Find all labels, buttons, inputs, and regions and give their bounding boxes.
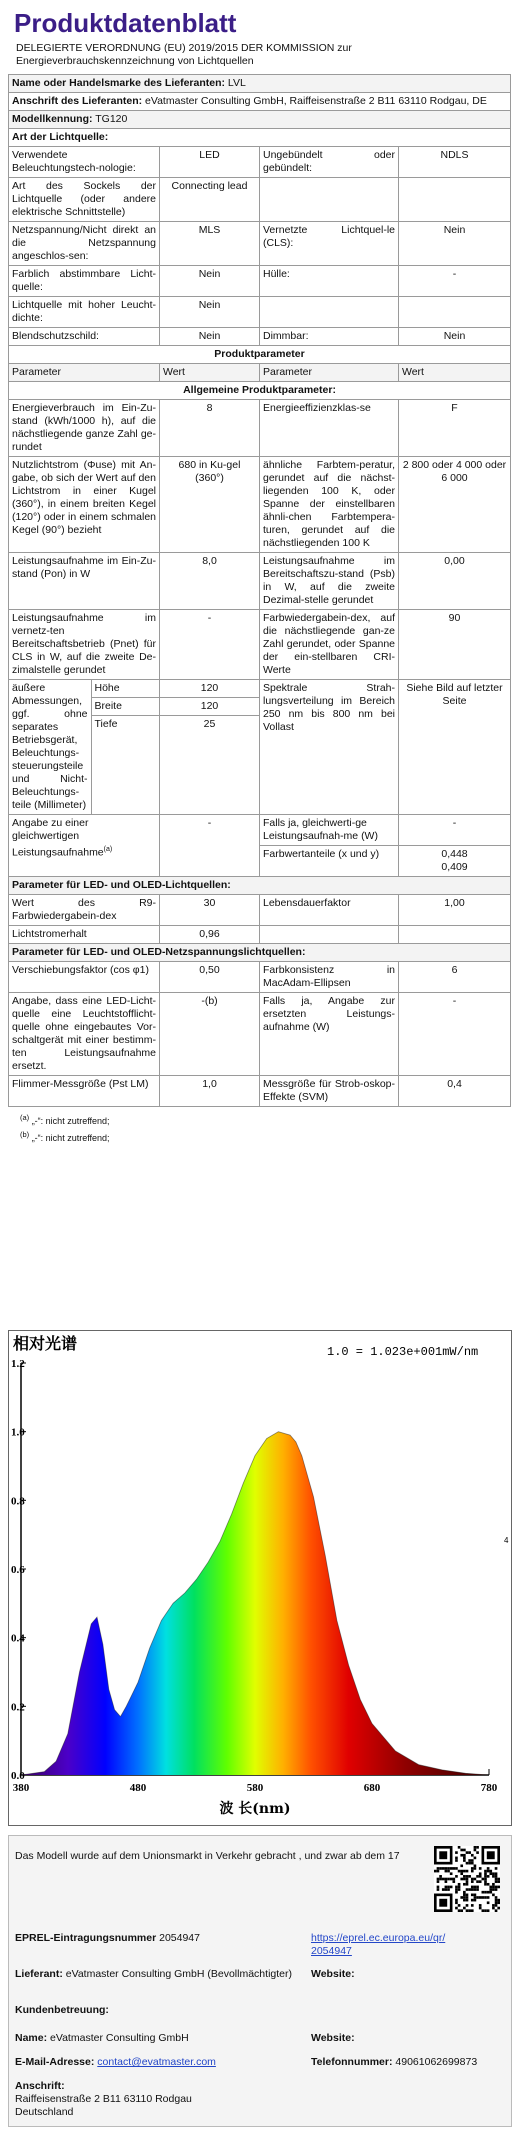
- general-row-l2: Leistungsaufnahme im Bereitschaftszu-stand (Psb) in W, auf die zweite Dezimal-stelle gerundet: [260, 553, 399, 610]
- x-tick-label: 480: [129, 1782, 147, 1794]
- brand-label: Name oder Handelsmarke des Lieferanten:: [12, 77, 225, 89]
- dimensions-label: äußere Abmessungen, ggf. ohne separates Betriebsgerät, Beleuchtungs-steuerungsteile und Nicht-Beleuchtungs-teile (Millimeter): [9, 680, 91, 814]
- model-label: Modellkennung:: [12, 113, 93, 125]
- chromaticity-y: 0,409: [441, 861, 468, 873]
- equivalent-label: Angabe zu einer gleichwertigen Leistungsaufnahme: [12, 817, 104, 859]
- qr-code-icon[interactable]: [434, 1846, 500, 1912]
- footnote-b-mark: (b): [20, 1130, 30, 1139]
- dim-width-label: Breite: [92, 698, 160, 716]
- support-phone-label: Telefonnummer:: [311, 2056, 393, 2068]
- type-row-l1: Netzspannung/Nicht direkt an die Netzspannung angeschlos-sen:: [9, 222, 160, 266]
- support-address-line2: Deutschland: [15, 2106, 74, 2118]
- general-row-l1: Leistungsaufnahme im vernetz-ten Bereitschaftsbetrieb (Pnet) für CLS in W, auf die zweite De-zimalstelle gerundet: [9, 610, 160, 680]
- mains-heading: Parameter für LED- und OLED-Netzspannungslichtquellen:: [9, 944, 511, 962]
- type-row-v2: Nein: [399, 328, 511, 346]
- support-website-label: Website:: [311, 2032, 355, 2044]
- footnote-b: [20, 1128, 510, 1145]
- supplier-table: [8, 74, 511, 1107]
- col-param-1: Parameter: [9, 364, 160, 382]
- general-row: [9, 610, 511, 680]
- type-row-v1: Nein: [160, 297, 260, 328]
- type-rows: [9, 147, 511, 346]
- general-heading: Allgemeine Produktparameter:: [9, 382, 511, 400]
- equivalent-label-cell: [9, 815, 160, 877]
- market-intro: Das Modell wurde auf dem Unionsmarkt in Verkehr gebracht , und zwar ab dem 17: [15, 1850, 400, 1862]
- spectrum-svg: [9, 1331, 511, 1825]
- mains-row: [9, 993, 511, 1076]
- params-heading: Produktparameter: [9, 346, 511, 364]
- type-row: [9, 297, 511, 328]
- col-value-1: Wert: [160, 364, 260, 382]
- type-row: [9, 266, 511, 297]
- spectrum-chart: [8, 1330, 512, 1826]
- led-row-v2: [399, 926, 511, 944]
- mains-row-v1: 0,50: [160, 962, 260, 993]
- support-address-label: Anschrift:: [15, 2080, 65, 2092]
- x-tick-label: 380: [12, 1782, 30, 1794]
- support-phone-row: [311, 2056, 477, 2069]
- type-row-l2: [260, 297, 399, 328]
- y-tick-label: 0.0: [11, 1770, 25, 1782]
- chromaticity-value: [399, 846, 511, 877]
- type-row-v1: MLS: [160, 222, 260, 266]
- type-row-l1: Lichtquelle mit hoher Leucht-dichte:: [9, 297, 160, 328]
- address-value: eVatmaster Consulting GmbH, Raiffeisenstraße 2 B11 63110 Rodgau, DE: [145, 95, 487, 107]
- dim-height-label: Höhe: [92, 680, 160, 698]
- mains-row-v2: -: [399, 993, 511, 1076]
- type-row-v2: Nein: [399, 222, 511, 266]
- address-row: [9, 93, 511, 111]
- type-row: [9, 147, 511, 178]
- type-row-l2: Ungebündelt oder gebündelt:: [260, 147, 399, 178]
- led-row-l2: Lebensdauerfaktor: [260, 895, 399, 926]
- y-tick-label: 1.2: [11, 1358, 25, 1370]
- type-row-l2: Vernetzte Lichtquel-le (CLS):: [260, 222, 399, 266]
- led-row-l2: [260, 926, 399, 944]
- general-row-v2: 0,00: [399, 553, 511, 610]
- y-tick-label: 1.0: [11, 1426, 25, 1439]
- website-label: Website:: [311, 1968, 355, 1980]
- type-row-v1: Nein: [160, 328, 260, 346]
- chart-title: 相对光谱: [13, 1334, 78, 1353]
- mains-row-l2: Farbkonsistenz in MacAdam-Ellipsen: [260, 962, 399, 993]
- eprel-reg-value: 2054947: [159, 1932, 200, 1944]
- support-email-row: [15, 2056, 216, 2069]
- x-tick-label: 780: [480, 1782, 498, 1794]
- general-row: [9, 553, 511, 610]
- type-row-l1: Blendschutzschild:: [9, 328, 160, 346]
- dim-width-value: 120: [160, 698, 259, 716]
- mains-row-v1: 1,0: [160, 1076, 260, 1107]
- general-row: [9, 400, 511, 457]
- general-row-v2: F: [399, 400, 511, 457]
- led-row-v1: 0,96: [160, 926, 260, 944]
- type-row-v2: [399, 297, 511, 328]
- type-row-l2: [260, 178, 399, 222]
- type-row: [9, 222, 511, 266]
- eprel-section: [8, 1835, 512, 2127]
- y-tick-label: 0.6: [11, 1564, 25, 1576]
- support-address: [15, 2080, 192, 2119]
- mains-rows: [9, 962, 511, 1107]
- general-row-v1: 8: [160, 400, 260, 457]
- y-tick-label: 0.4: [11, 1632, 25, 1645]
- regulation-subtitle: DELEGIERTE VERORDNUNG (EU) 2019/2015 DER KOMMISSION zur Energieverbrauchskennzeichnung von Lichtquellen: [16, 42, 352, 67]
- led-heading: Parameter für LED- und OLED-Lichtquellen:: [9, 877, 511, 895]
- general-row-l2: Energieeffizienzklas-se: [260, 400, 399, 457]
- type-row-v2: [399, 178, 511, 222]
- model-value: TG120: [95, 113, 128, 125]
- led-row-v2: 1,00: [399, 895, 511, 926]
- type-row-l1: Verwendete Beleuchtungstech-nologie:: [9, 147, 160, 178]
- supplier-row: [15, 1968, 305, 1981]
- led-row: [9, 895, 511, 926]
- type-row-v1: Nein: [160, 266, 260, 297]
- footnote-a: [20, 1111, 510, 1128]
- general-row-l1: Energieverbrauch im Ein-Zu-stand (kWh/1000 h), auf die nächstliegende ganze Zahl ge-rundet: [9, 400, 160, 457]
- general-row-v1: 680 in Ku-gel (360°): [160, 457, 260, 553]
- spectrum-area: [21, 1432, 489, 1775]
- col-param-2: Parameter: [260, 364, 399, 382]
- type-row-l2: Hülle:: [260, 266, 399, 297]
- mains-row-l1: Flimmer-Messgröße (Pst LM): [9, 1076, 160, 1107]
- dimensions-cell: [9, 680, 160, 815]
- eprel-link[interactable]: https://eprel.ec.europa.eu/qr/2054947: [311, 1932, 446, 1957]
- mains-row-v1: -(b): [160, 993, 260, 1076]
- general-row-l2: ähnliche Farbtem-peratur, gerundet auf die nächst-liegenden 100 K, oder Spanne der einstellbaren ähnli-chen Farbtempera-turen, gerundet auf die nächstliegenden 100 K: [260, 457, 399, 553]
- support-email-label: E-Mail-Adresse:: [15, 2056, 95, 2068]
- chromaticity-label: Farbwertanteile (x und y): [260, 846, 399, 877]
- chart-scale-note: 1.0 = 1.023e+001mW/nm: [327, 1345, 479, 1359]
- type-row-l2: Dimmbar:: [260, 328, 399, 346]
- footnote-a-mark: (a): [20, 1113, 30, 1122]
- led-row: [9, 926, 511, 944]
- led-row-v1: 30: [160, 895, 260, 926]
- mains-row-v2: 0,4: [399, 1076, 511, 1107]
- eprel-reg-row: [15, 1932, 200, 1945]
- spectral-value: Siehe Bild auf letzter Seite: [399, 680, 511, 815]
- equivalent-value: -: [160, 815, 260, 877]
- general-row: [9, 457, 511, 553]
- general-row-l2: Farbwiedergabein-dex, auf die nächstliegende gan-ze Zahl gerundet, oder Spanne der ein-stellbaren CRI-Werte: [260, 610, 399, 680]
- brand-value: LVL: [227, 77, 246, 89]
- chromaticity-x: 0,448: [441, 848, 468, 860]
- general-row-v1: -: [160, 610, 260, 680]
- support-phone-value: 49061062699873: [395, 2056, 478, 2068]
- led-rows: [9, 895, 511, 944]
- col-value-2: Wert: [399, 364, 511, 382]
- x-tick-label: 580: [246, 1782, 264, 1794]
- mains-row: [9, 1076, 511, 1107]
- x-axis-title: 波 长(nm): [219, 1801, 291, 1817]
- mains-row-v2: 6: [399, 962, 511, 993]
- general-row-v2: 2 800 oder 4 000 oder 6 000: [399, 457, 511, 553]
- type-row-v2: NDLS: [399, 147, 511, 178]
- eprel-supplier-label: Lieferant:: [15, 1968, 63, 1980]
- general-rows: [9, 400, 511, 680]
- brand-row: [9, 75, 511, 93]
- equivalent-power-value: -: [399, 815, 511, 846]
- type-row-v1: LED: [160, 147, 260, 178]
- led-row-l1: Lichtstromerhalt: [9, 926, 160, 944]
- page-title: Produktdatenblatt: [14, 8, 237, 38]
- datasheet: [8, 4, 510, 1145]
- support-address-line1: Raiffeisenstraße 2 B11 63110 Rodgau: [15, 2093, 192, 2105]
- support-name-value: eVatmaster Consulting GmbH: [50, 2032, 189, 2044]
- address-label: Anschrift des Lieferanten:: [12, 95, 143, 107]
- footnote-b-text: „-“: nicht zutreffend;: [31, 1133, 110, 1143]
- type-row: [9, 178, 511, 222]
- spectral-label: Spektrale Strah-lungsverteilung im Bereich 250 nm bis 800 nm bei Vollast: [260, 680, 399, 815]
- dim-depth-value: 25: [203, 718, 216, 730]
- y-tick-label: 0.8: [11, 1495, 25, 1508]
- type-heading: Art der Lichtquelle:: [9, 129, 511, 147]
- support-name-label: Name:: [15, 2032, 48, 2044]
- mains-row-l2: Messgröße für Strob-oskop-Effekte (SVM): [260, 1076, 399, 1107]
- type-row-l1: Art des Sockels der Lichtquelle (oder andere elektrische Schnittstelle): [9, 178, 160, 222]
- support-name-row: [15, 2032, 189, 2045]
- type-row-v2: -: [399, 266, 511, 297]
- eprel-supplier-value: eVatmaster Consulting GmbH (Bevollmächtigter): [65, 1968, 292, 1980]
- equivalent-power-label: Falls ja, gleichwerti-ge Leistungsaufnah-me (W): [260, 815, 399, 846]
- support-email-link[interactable]: contact@evatmaster.com: [97, 2056, 216, 2068]
- mains-row: [9, 962, 511, 993]
- support-heading: Kundenbetreuung:: [15, 2004, 109, 2016]
- type-row: [9, 328, 511, 346]
- led-row-l1: Wert des R9-Farbwiedergabein-dex: [9, 895, 160, 926]
- type-row-l1: Farblich abstimmbare Licht-quelle:: [9, 266, 160, 297]
- mains-row-l1: Angabe, dass eine LED-Licht-quelle eine Leuchtstofflicht-quelle ohne eingebautes Vor-schaltgerät mit einer bestimm-ten Leistungsaufnahme ersetzt.: [9, 993, 160, 1076]
- dim-height-value: 120: [160, 680, 259, 698]
- general-row-v1: 8,0: [160, 553, 260, 610]
- mains-row-l1: Verschiebungsfaktor (cos φ1): [9, 962, 160, 993]
- y-tick-label: 0.2: [11, 1701, 25, 1714]
- general-row-l1: Nutzlichtstrom (Φuse) mit An-gabe, ob sich der Wert auf den Lichtstrom in einer Kugel (360°), in einem breiten Kegel (120°) oder in einem schmalen Kegel (90°) bezieht: [9, 457, 160, 553]
- general-row-v2: 90: [399, 610, 511, 680]
- mains-row-l2: Falls ja, Angabe zur ersetzten Leistungs-aufnahme (W): [260, 993, 399, 1076]
- dimensions-values: [160, 680, 260, 815]
- general-row-l1: Leistungsaufnahme im Ein-Zu-stand (Pon) in W: [9, 553, 160, 610]
- eprel-reg-label: EPREL-Eintragungsnummer: [15, 1932, 157, 1944]
- footnote-a-text: „-“: nicht zutreffend;: [31, 1116, 110, 1126]
- dim-depth-label: Tiefe: [94, 718, 118, 730]
- x-tick-label: 680: [363, 1782, 381, 1794]
- type-row-v1: Connecting lead: [160, 178, 260, 222]
- side-mark: 4: [504, 1536, 509, 1545]
- equivalent-footnote-mark: (a): [103, 846, 113, 853]
- model-row: [9, 111, 511, 129]
